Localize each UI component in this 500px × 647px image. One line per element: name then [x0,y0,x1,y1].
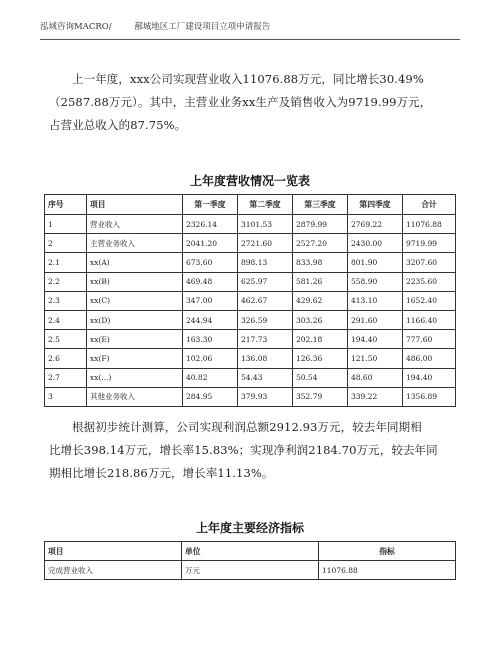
paragraph-line: 根据初步统计测算，公司实现利润总额2912.93万元，较去年同期相 [72,420,422,434]
table-cell: 9719.99 [403,234,456,253]
column-header: 项目 [45,542,182,561]
table-cell: 万元 [182,561,319,580]
paragraph-line: 占营业总收入的87.75%。 [49,118,187,132]
paragraph-line: （2587.88万元）。其中，主营业业务xx生产及销售收入为9719.99万元， [49,95,432,109]
table-cell: 1356.89 [403,387,456,406]
header-left: 泓域咨询MACRO/ [40,22,112,32]
table-cell: 462.67 [238,291,293,310]
column-header: 第三季度 [293,195,348,215]
table-cell: xx(A) [87,253,183,272]
paragraph-profit [49,416,454,485]
column-header: 项目 [87,195,183,215]
table-cell: xx(F) [87,349,183,368]
table-cell: 339.22 [348,387,403,406]
table-cell: 202.18 [293,330,348,349]
column-header: 第一季度 [183,195,238,215]
table1-caption: 上年度营收情况一览表 [189,174,310,188]
table-cell: 673.60 [183,253,238,272]
column-header: 指标 [319,542,456,561]
table-cell: 2041.20 [183,234,238,253]
table-cell: 102.06 [183,349,238,368]
table-cell: 3 [45,387,87,406]
table-cell: 194.40 [348,330,403,349]
table-cell: 11076.88 [403,215,456,234]
table-row [45,272,456,291]
revenue-table [44,194,456,407]
table-cell: 136.08 [238,349,293,368]
table-cell: 244.94 [183,310,238,329]
column-header: 序号 [45,195,87,215]
table-cell: 50.54 [293,368,348,387]
page-header [40,20,460,32]
table-cell: 1652.40 [403,291,456,310]
table-row [45,234,456,253]
table-cell: 486.00 [403,349,456,368]
paragraph-line: 比增长398.14万元，增长率15.83%；实现净利润2184.70万元，较去年同 [49,443,438,457]
table-cell: 2721.60 [238,234,293,253]
table-cell: 2769.22 [348,215,403,234]
table-cell: 其他业务收入 [87,387,183,406]
table-cell: 40.82 [183,368,238,387]
header-right: 鄯城地区工厂建设项目立项申请报告 [134,22,271,32]
table-cell: 194.40 [403,368,456,387]
table-row [45,330,456,349]
table-row [45,561,456,580]
table-cell: 163.30 [183,330,238,349]
table-cell: 352.79 [293,387,348,406]
table-cell: 2.5 [45,330,87,349]
table-cell: xx(D) [87,310,183,329]
table-cell: 48.60 [348,368,403,387]
table-cell: 54.43 [238,368,293,387]
table-cell: 126.36 [293,349,348,368]
table-cell: 3207.60 [403,253,456,272]
table-cell: 2.1 [45,253,87,272]
column-header: 第四季度 [348,195,403,215]
table-cell: 2879.99 [293,215,348,234]
table-cell: 347.00 [183,291,238,310]
table-cell: 469.48 [183,272,238,291]
table-cell: 558.90 [348,272,403,291]
table-cell: xx(...) [87,368,183,387]
table-cell: 326.59 [238,310,293,329]
paragraph-revenue [49,68,454,137]
table-cell: 2430.00 [348,234,403,253]
economic-indicators-body [45,561,456,580]
table-cell: 2.7 [45,368,87,387]
table-row [45,253,456,272]
table-cell: 2.6 [45,349,87,368]
table-cell: 217.73 [238,330,293,349]
table-cell: 2 [45,234,87,253]
table-cell: 主营业务收入 [87,234,183,253]
revenue-table-body [45,215,456,407]
table-cell: 429.62 [293,291,348,310]
paragraph-line: 期相比增长218.86万元，增长率11.13%。 [49,466,274,480]
table-cell: 303.26 [293,310,348,329]
table-cell: 625.97 [238,272,293,291]
column-header: 合计 [403,195,456,215]
table-cell: 完成营业收入 [45,561,182,580]
economic-indicators-table [44,541,456,580]
table-cell: 833.98 [293,253,348,272]
table-cell: 898.13 [238,253,293,272]
table-cell: 801.90 [348,253,403,272]
table-cell: 291.60 [348,310,403,329]
table-cell: 2.2 [45,272,87,291]
table-header-row [45,542,456,561]
table2-caption: 上年度主要经济指标 [195,521,304,535]
table-cell: 2326.14 [183,215,238,234]
table-cell: xx(C) [87,291,183,310]
table-cell: 11076.88 [319,561,456,580]
table-cell: 营业收入 [87,215,183,234]
table-cell: 1166.40 [403,310,456,329]
table-header-row [45,195,456,215]
table-cell: 121.50 [348,349,403,368]
column-header: 第二季度 [238,195,293,215]
table-cell: 3101.53 [238,215,293,234]
table-cell: xx(B) [87,272,183,291]
table-row [45,310,456,329]
table-cell: 1 [45,215,87,234]
paragraph-line: 上一年度，xxx公司实现营业收入11076.88万元，同比增长30.49% [72,72,424,86]
table-cell: 2527.20 [293,234,348,253]
table-row [45,291,456,310]
table-cell: 581.26 [293,272,348,291]
table-cell: 413.10 [348,291,403,310]
table-cell: 777.60 [403,330,456,349]
table-cell: 2235.60 [403,272,456,291]
table-row [45,215,456,234]
table-cell: 2.3 [45,291,87,310]
column-header: 单位 [182,542,319,561]
table-cell: xx(E) [87,330,183,349]
table-row [45,349,456,368]
table-cell: 2.4 [45,310,87,329]
header-divider [40,39,460,40]
table-row [45,387,456,406]
table-cell: 284.95 [183,387,238,406]
table-row [45,368,456,387]
table-cell: 379.93 [238,387,293,406]
